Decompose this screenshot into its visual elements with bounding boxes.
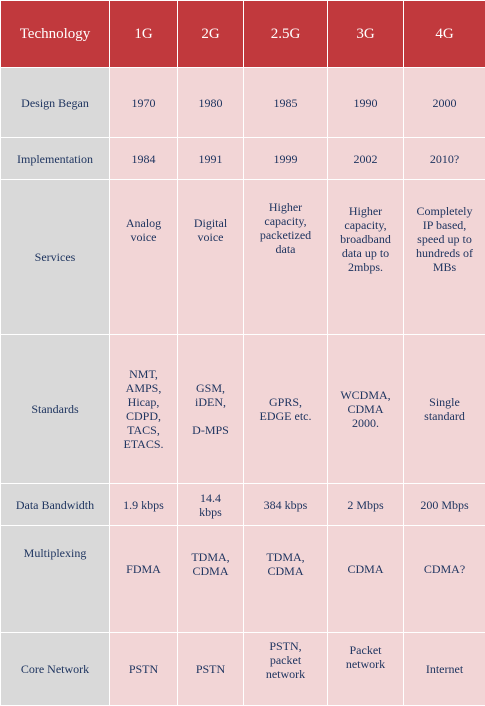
header-4g: 4G <box>404 1 485 68</box>
cell-2g: PSTN <box>178 633 244 706</box>
cell-3g: 2 Mbps <box>328 484 404 526</box>
row-label: Data Bandwidth <box>1 484 110 526</box>
cell-1g: PSTN <box>110 633 178 706</box>
cell-2g: 14.4 kbps <box>178 484 244 526</box>
cell-2g: 1980 <box>178 68 244 138</box>
cell-3g: Higher capacity, broadband data up to 2mbps. <box>328 180 404 335</box>
row-data-bandwidth <box>1 484 485 526</box>
row-label: Core Network <box>1 633 110 706</box>
cell-1g: NMT, AMPS, Hicap, CDPD, TACS, ETACS. <box>110 335 178 484</box>
row-standards <box>1 335 485 484</box>
cell-4g: Completely IP based, speed up to hundreds of MBs <box>404 180 485 335</box>
cell-1g: FDMA <box>110 526 178 633</box>
cell-1g: 1970 <box>110 68 178 138</box>
header-technology: Technology <box>1 1 110 68</box>
header-1g: 1G <box>110 1 178 68</box>
row-label: Standards <box>1 335 110 484</box>
cell-3g: CDMA <box>328 526 404 633</box>
cell-4g: Single standard <box>404 335 485 484</box>
cell-3g: Packet network <box>328 633 404 706</box>
cell-2-5g: 1999 <box>244 138 328 180</box>
row-design-began <box>1 68 485 138</box>
cell-2-5g: TDMA, CDMA <box>244 526 328 633</box>
row-label: Multiplexing <box>1 526 110 633</box>
cell-2g: Digital voice <box>178 180 244 335</box>
cell-4g: 2000 <box>404 68 485 138</box>
row-core-network <box>1 633 485 706</box>
cell-3g: 1990 <box>328 68 404 138</box>
cell-2-5g: 384 kbps <box>244 484 328 526</box>
cell-2-5g: GPRS, EDGE etc. <box>244 335 328 484</box>
row-implementation <box>1 138 485 180</box>
cell-4g: Internet <box>404 633 485 706</box>
cell-4g: CDMA? <box>404 526 485 633</box>
cell-1g: Analog voice <box>110 180 178 335</box>
cell-2g: TDMA, CDMA <box>178 526 244 633</box>
header-2g: 2G <box>178 1 244 68</box>
cell-1g: 1.9 kbps <box>110 484 178 526</box>
cell-3g: 2002 <box>328 138 404 180</box>
cell-2g: GSM, iDEN, D-MPS <box>178 335 244 484</box>
row-label: Implementation <box>1 138 110 180</box>
header-3g: 3G <box>328 1 404 68</box>
cell-4g: 200 Mbps <box>404 484 485 526</box>
cell-2-5g: 1985 <box>244 68 328 138</box>
cell-3g: WCDMA, CDMA 2000. <box>328 335 404 484</box>
row-label: Services <box>1 180 110 335</box>
cell-2g: 1991 <box>178 138 244 180</box>
row-multiplexing <box>1 526 485 633</box>
row-services <box>1 180 485 335</box>
cell-2-5g: Higher capacity, packetized data <box>244 180 328 335</box>
cell-1g: 1984 <box>110 138 178 180</box>
header-row <box>1 1 485 68</box>
cell-2-5g: PSTN, packet network <box>244 633 328 706</box>
header-2-5g: 2.5G <box>244 1 328 68</box>
row-label: Design Began <box>1 68 110 138</box>
cell-4g: 2010? <box>404 138 485 180</box>
